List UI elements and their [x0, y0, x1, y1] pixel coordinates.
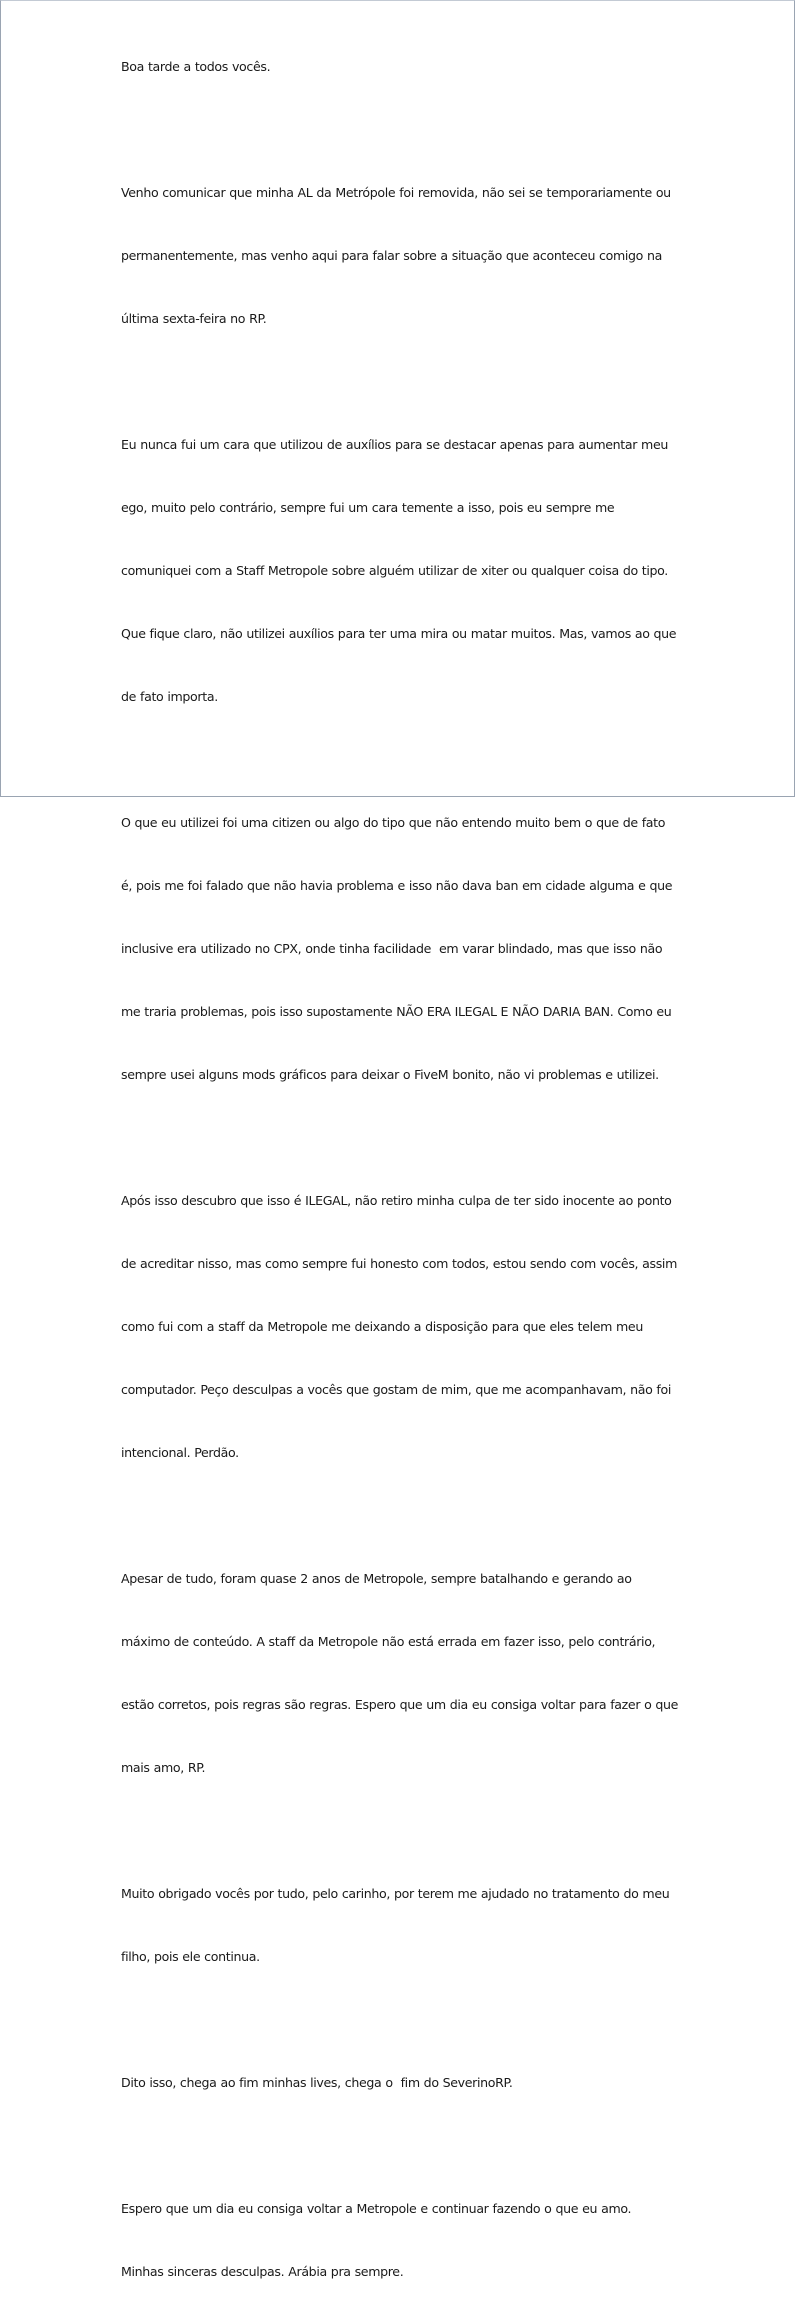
text-line: permanentemente, mas venho aqui para falar sobre a situação que aconteceu comigo na [121, 248, 662, 263]
document-body [121, 14, 691, 2324]
text-line: Muito obrigado vocês por tudo, pelo carinho, por terem me ajudado no tratamento do meu [121, 1886, 670, 1901]
text-line: é, pois me foi falado que não havia problema e isso não dava ban em cidade alguma e que [121, 878, 673, 893]
text-line: última sexta-feira no RP. [121, 311, 267, 326]
text-line: filho, pois ele continua. [121, 1949, 260, 1964]
paragraph-greeting [121, 14, 691, 119]
text-line: intencional. Perdão. [121, 1445, 239, 1460]
text-line: O que eu utilizei foi uma citizen ou algo do tipo que não entendo muito bem o que de fato [121, 815, 666, 830]
text-line: Venho comunicar que minha AL da Metrópole foi removida, não sei se temporariamente ou [121, 185, 671, 200]
text-line: de acreditar nisso, mas como sempre fui honesto com todos, estou sendo com vocês, assim [121, 1256, 677, 1271]
paragraph-reflection [121, 1526, 691, 1820]
text-line: comuniquei com a Staff Metropole sobre alguém utilizar de xiter ou qualquer coisa do tipo. [121, 563, 668, 578]
text-line: Dito isso, chega ao fim minhas lives, chega o fim do SeverinoRP. [121, 2075, 513, 2090]
text-line: me traria problemas, pois isso supostamente NÃO ERA ILEGAL E NÃO DARIA BAN. Como eu [121, 1004, 672, 1019]
text-line: Espero que um dia eu consiga voltar a Metropole e continuar fazendo o que eu amo. [121, 2201, 632, 2216]
text-line: computador. Peço desculpas a vocês que gostam de mim, que me acompanhavam, não foi [121, 1382, 672, 1397]
text-line: Apesar de tudo, foram quase 2 anos de Metropole, sempre batalhando e gerando ao [121, 1571, 632, 1586]
text-line: Boa tarde a todos vocês. [121, 59, 271, 74]
text-line: mais amo, RP. [121, 1760, 206, 1775]
paragraph-thanks [121, 1841, 691, 2009]
text-line: ego, muito pelo contrário, sempre fui um cara temente a isso, pois eu sempre me [121, 500, 615, 515]
text-line: sempre usei alguns mods gráficos para deixar o FiveM bonito, não vi problemas e utilizei. [121, 1067, 659, 1082]
text-line: estão corretos, pois regras são regras. Espero que um dia eu consiga voltar para fazer o que [121, 1697, 679, 1712]
text-line: Que fique claro, não utilizei auxílios para ter uma mira ou matar muitos. Mas, vamos ao que [121, 626, 677, 641]
text-line: de fato importa. [121, 689, 218, 704]
text-line: Após isso descubro que isso é ILEGAL, não retiro minha culpa de ter sido inocente ao ponto [121, 1193, 672, 1208]
paragraph-farewell [121, 2030, 691, 2135]
text-line: Eu nunca fui um cara que utilizou de auxílios para se destacar apenas para aumentar meu [121, 437, 668, 452]
text-line: Minhas sinceras desculpas. Arábia pra sempre. [121, 2264, 404, 2279]
paragraph-announcement [121, 140, 691, 371]
text-line: máximo de conteúdo. A staff da Metropole não está errada em fazer isso, pelo contrário, [121, 1634, 656, 1649]
paragraph-apology [121, 1148, 691, 1505]
text-line: como fui com a staff da Metropole me deixando a disposição para que eles telem meu [121, 1319, 643, 1334]
text-line: inclusive era utilizado no CPX, onde tinha facilidade em varar blindado, mas que isso não [121, 941, 663, 956]
paragraph-background [121, 392, 691, 749]
paragraph-closing [121, 2156, 691, 2324]
paragraph-explanation [121, 770, 691, 1127]
